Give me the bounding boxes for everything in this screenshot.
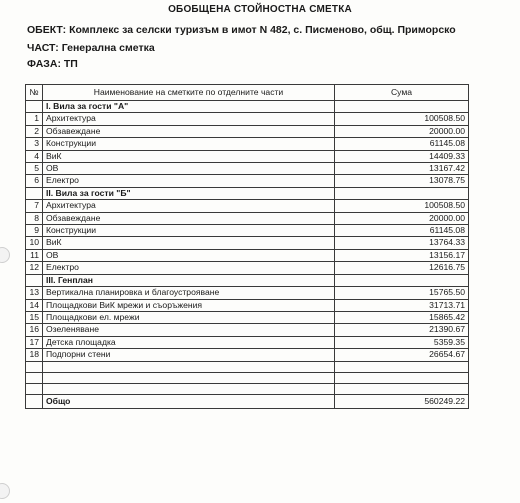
table-row [26, 138, 469, 150]
row-number: 14 [26, 299, 43, 311]
row-name: ОВ [43, 163, 335, 175]
row-name: Детска площадка [43, 336, 335, 348]
row-amount: 100508.50 [335, 200, 469, 212]
section-amount-cell [335, 274, 469, 286]
header-amount: Сума [335, 85, 469, 101]
row-number: 1 [26, 113, 43, 125]
table-body [26, 101, 469, 409]
total-row [26, 394, 469, 408]
table-row [26, 349, 469, 361]
row-name: Вертикална планировка и благоустрояване [43, 287, 335, 299]
row-name: ВиК [43, 150, 335, 162]
blank-num-cell [26, 372, 43, 383]
row-name: Конструкции [43, 225, 335, 237]
row-amount: 15865.42 [335, 311, 469, 323]
row-name: Обзавеждане [43, 212, 335, 224]
row-name: Електро [43, 175, 335, 187]
row-number: 8 [26, 212, 43, 224]
table-row [26, 212, 469, 224]
row-number: 3 [26, 138, 43, 150]
blank-row [26, 372, 469, 383]
section-amount-cell [335, 187, 469, 199]
section-title: II. Вила за гости "Б" [43, 187, 335, 199]
row-amount: 13156.17 [335, 249, 469, 261]
table-header-row [26, 85, 469, 101]
table-row [26, 113, 469, 125]
row-amount: 20000.00 [335, 125, 469, 137]
row-name: Подпорни стени [43, 349, 335, 361]
table-row [26, 336, 469, 348]
punch-hole-mark [0, 483, 10, 499]
row-number: 12 [26, 262, 43, 274]
table-row [26, 324, 469, 336]
section-row [26, 187, 469, 199]
section-num-cell [26, 274, 43, 286]
table-row [26, 262, 469, 274]
row-amount: 31713.71 [335, 299, 469, 311]
header-name: Наименование на сметките по отделните части [43, 85, 335, 101]
row-amount: 26654.67 [335, 349, 469, 361]
estimate-table [25, 84, 469, 409]
row-number: 2 [26, 125, 43, 137]
table-row [26, 287, 469, 299]
section-amount-cell [335, 101, 469, 113]
row-number: 11 [26, 249, 43, 261]
table-row [26, 200, 469, 212]
row-amount: 13167.42 [335, 163, 469, 175]
row-number: 7 [26, 200, 43, 212]
section-title: III. Генплан [43, 274, 335, 286]
row-number: 4 [26, 150, 43, 162]
row-amount: 5359.35 [335, 336, 469, 348]
row-name: ВиК [43, 237, 335, 249]
section-row [26, 101, 469, 113]
blank-name-cell [43, 383, 335, 394]
total-amount: 560249.22 [335, 394, 469, 408]
table-row [26, 237, 469, 249]
total-label: Общо [43, 394, 335, 408]
row-amount: 12616.75 [335, 262, 469, 274]
header-num: № [26, 85, 43, 101]
row-amount: 13764.33 [335, 237, 469, 249]
row-name: Площадкови ел. мрежи [43, 311, 335, 323]
section-num-cell [26, 187, 43, 199]
row-amount: 14409.33 [335, 150, 469, 162]
table-row [26, 299, 469, 311]
row-name: Озеленяване [43, 324, 335, 336]
table-row [26, 249, 469, 261]
row-name: Площадкови ВиК мрежи и съоръжения [43, 299, 335, 311]
blank-name-cell [43, 361, 335, 372]
section-row [26, 274, 469, 286]
row-name: Конструкции [43, 138, 335, 150]
blank-row [26, 361, 469, 372]
row-name: Електро [43, 262, 335, 274]
row-number: 17 [26, 336, 43, 348]
punch-hole-mark [0, 247, 10, 263]
row-number: 5 [26, 163, 43, 175]
row-name: Архитектура [43, 113, 335, 125]
table-row [26, 163, 469, 175]
table-row [26, 225, 469, 237]
row-amount: 100508.50 [335, 113, 469, 125]
blank-amount-cell [335, 372, 469, 383]
row-amount: 15765.50 [335, 287, 469, 299]
row-name: Архитектура [43, 200, 335, 212]
row-amount: 21390.67 [335, 324, 469, 336]
part-line: ЧАСТ: Генерална сметка [27, 42, 155, 54]
section-num-cell [26, 101, 43, 113]
row-amount: 13078.75 [335, 175, 469, 187]
row-number: 6 [26, 175, 43, 187]
row-amount: 61145.08 [335, 225, 469, 237]
table-row [26, 311, 469, 323]
table-row [26, 150, 469, 162]
table-row [26, 125, 469, 137]
row-number: 9 [26, 225, 43, 237]
object-line: ОБЕКТ: Комплекс за селски туризъм в имот N 482, с. Писменово, общ. Приморско [27, 24, 456, 36]
row-number: 18 [26, 349, 43, 361]
row-amount: 61145.08 [335, 138, 469, 150]
blank-amount-cell [335, 361, 469, 372]
document-title: ОБОБЩЕНА СТОЙНОСТНА СМЕТКА [168, 4, 352, 15]
row-name: ОВ [43, 249, 335, 261]
blank-amount-cell [335, 383, 469, 394]
table-row [26, 175, 469, 187]
blank-name-cell [43, 372, 335, 383]
row-name: Обзавеждане [43, 125, 335, 137]
blank-num-cell [26, 361, 43, 372]
section-title: I. Вила за гости "А" [43, 101, 335, 113]
blank-num-cell [26, 383, 43, 394]
phase-line: ФАЗА: ТП [27, 58, 78, 70]
row-amount: 20000.00 [335, 212, 469, 224]
blank-row [26, 383, 469, 394]
row-number: 10 [26, 237, 43, 249]
row-number: 16 [26, 324, 43, 336]
row-number: 13 [26, 287, 43, 299]
row-number: 15 [26, 311, 43, 323]
total-num-cell [26, 394, 43, 408]
